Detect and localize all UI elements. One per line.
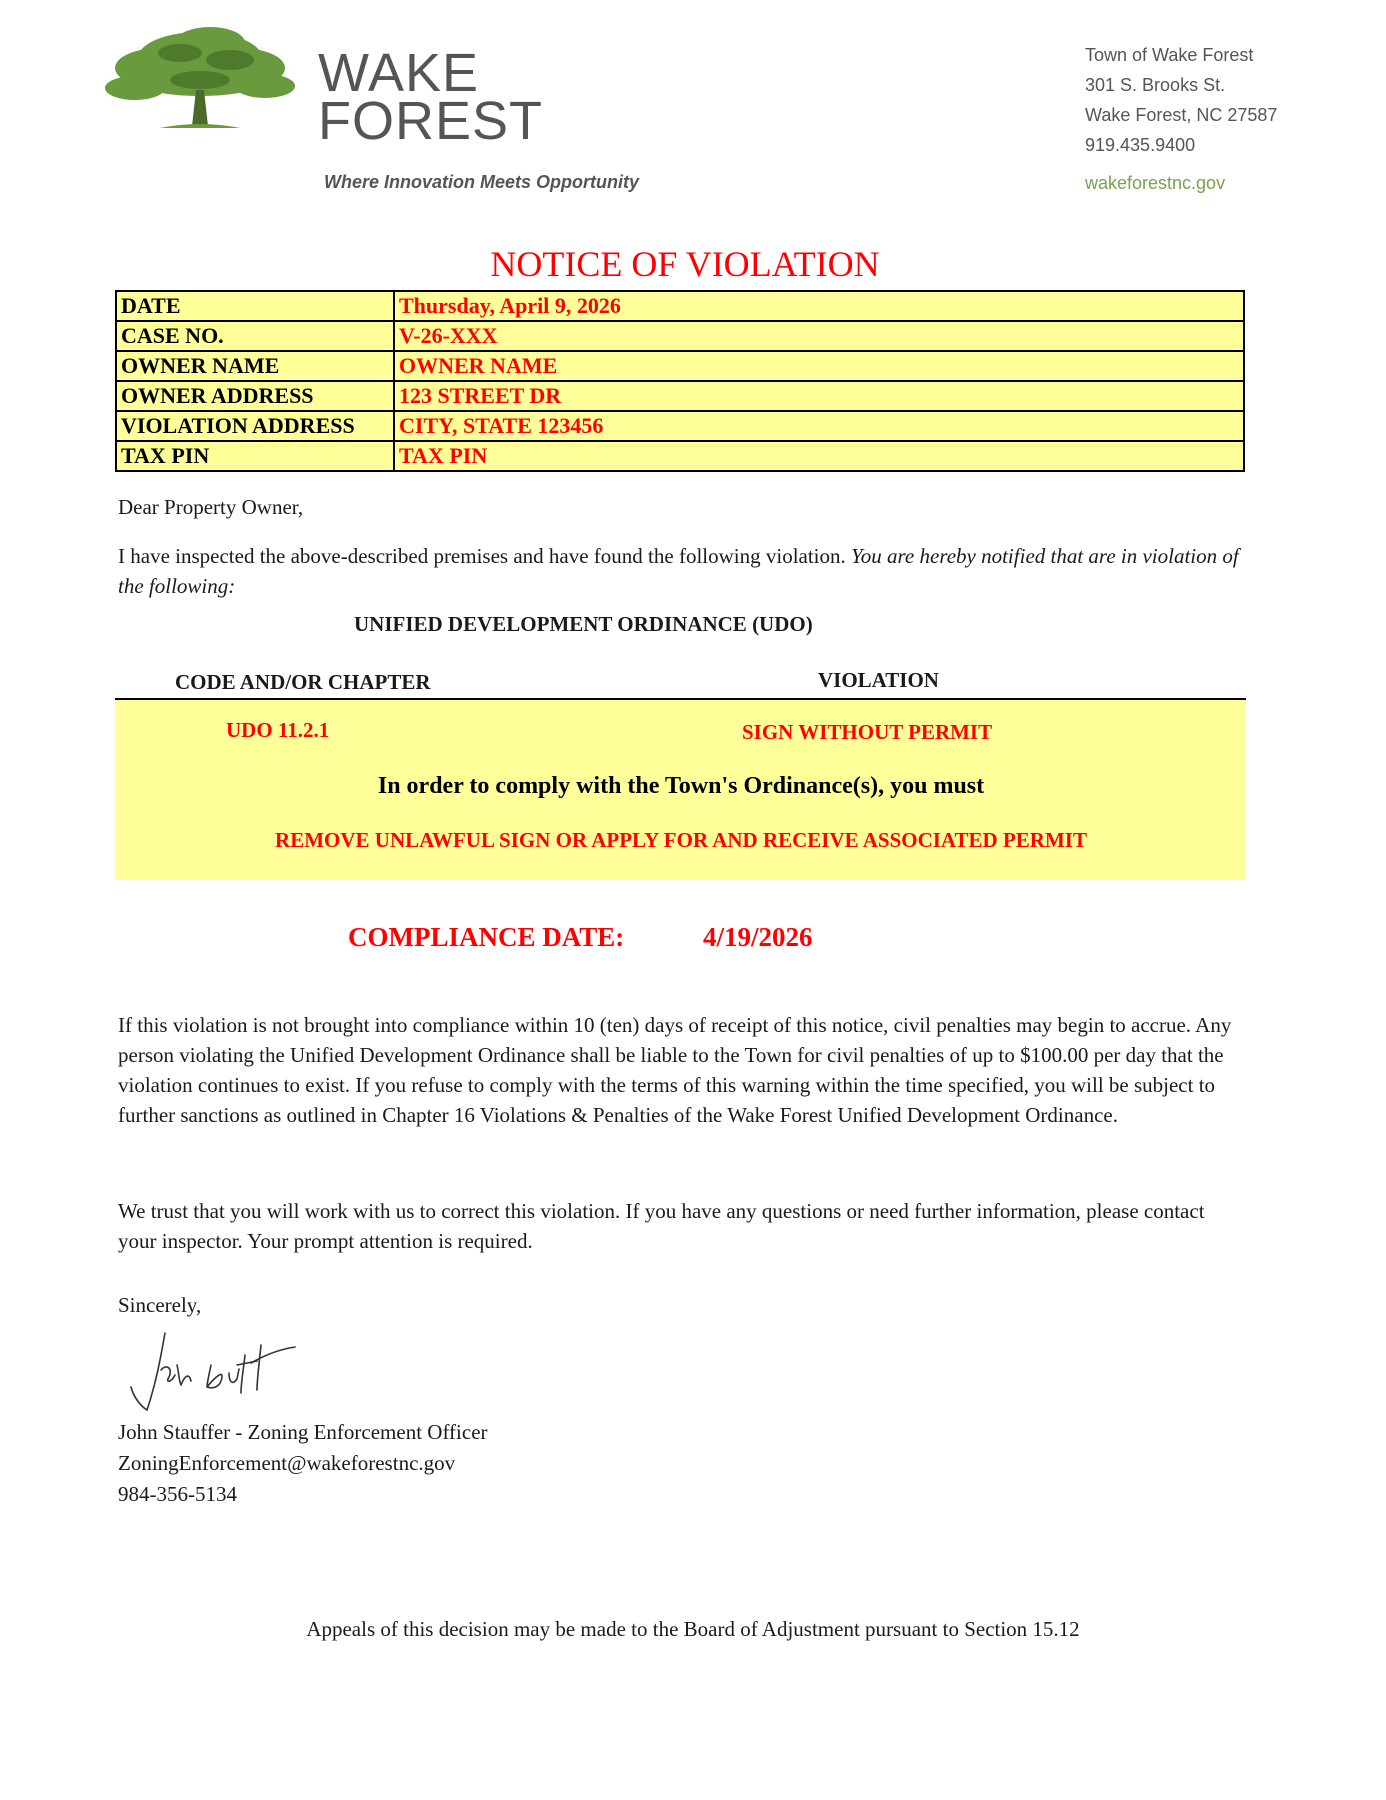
row-label: CASE NO. [116,321,394,351]
closing: Sincerely, [118,1293,202,1317]
handwritten-signature-icon [125,1325,300,1415]
address-city: Wake Forest, NC 27587 [1085,105,1278,125]
intro-paragraph [118,541,1243,601]
row-value: OWNER NAME [394,351,1244,381]
udo-heading: UNIFIED DEVELOPMENT ORDINANCE (UDO) [354,612,813,636]
wake-forest-tree-logo-icon [100,18,300,138]
row-label: OWNER NAME [116,351,394,381]
compliance-instruction: In order to comply with the Town's Ordinance(s), you must [377,773,985,799]
row-value: TAX PIN [394,441,1244,471]
case-info-table [115,290,1245,472]
table-row [116,351,1244,381]
table-row [116,381,1244,411]
logo-wordmark-line1: WAKE [318,43,480,103]
violation-code: UDO 11.2.1 [226,718,330,742]
address-phone: 919.435.9400 [1085,135,1196,155]
column-header-code: CODE AND/OR CHAPTER [175,670,431,694]
penalty-paragraph: If this violation is not brought into compliance within 10 (ten) days of receipt of this notice, civil penalties may begin to accrue. Any person violating the Unified Development Ordinance shall be liable to the Town for civil penalties of up to $100.00 per day that the violation continues to exist. If you refuse to comply with the terms of this warning within the time specified, you will be subject to further sanctions as outlined in Chapter 16 Violations & Penalties of the Wake Forest Unified Development Ordinance. [118,1013,1232,1127]
intro-plain-text: I have inspected the above-described premises and have found the following violation. [118,544,846,568]
greeting: Dear Property Owner, [118,495,304,519]
row-label: VIOLATION ADDRESS [116,411,394,441]
website-link[interactable]: wakeforestnc.gov [1085,173,1226,193]
table-row [116,321,1244,351]
row-label: DATE [116,291,394,321]
row-value: Thursday, April 9, 2026 [394,291,1244,321]
column-header-violation: VIOLATION [818,668,939,692]
signer-name-title: John Stauffer - Zoning Enforcement Officer [118,1420,488,1444]
signer-phone: 984-356-5134 [118,1482,237,1506]
row-value: V-26-XXX [394,321,1244,351]
address-street: 301 S. Brooks St. [1085,75,1226,95]
table-row [116,291,1244,321]
appeals-footer: Appeals of this decision may be made to the Board of Adjustment pursuant to Section 15.12 [306,1617,1080,1641]
row-value: 123 STREET DR [394,381,1244,411]
row-label: TAX PIN [116,441,394,471]
table-row [116,411,1244,441]
tagline: Where Innovation Meets Opportunity [324,172,640,192]
logo-wordmark-line2: FOREST [318,91,544,151]
page-title: NOTICE OF VIOLATION [490,244,880,284]
signer-email-link[interactable]: ZoningEnforcement@wakeforestnc.gov [118,1451,456,1475]
intro-italic-text: You are hereby notified that are in violation of the following: [118,544,1239,598]
row-label: OWNER ADDRESS [116,381,394,411]
table-row [116,441,1244,471]
violation-description: SIGN WITHOUT PERMIT [742,720,993,744]
address-town: Town of Wake Forest [1085,45,1254,65]
compliance-date-label: COMPLIANCE DATE: [348,922,625,952]
compliance-date-value: 4/19/2026 [703,922,813,952]
contact-paragraph: We trust that you will work with us to correct this violation. If you have any questions or need further information, please contact your inspector. Your prompt attention is required. [118,1199,1205,1253]
required-remedy: REMOVE UNLAWFUL SIGN OR APPLY FOR AND RECEIVE ASSOCIATED PERMIT [275,828,1087,852]
row-value: CITY, STATE 123456 [394,411,1244,441]
